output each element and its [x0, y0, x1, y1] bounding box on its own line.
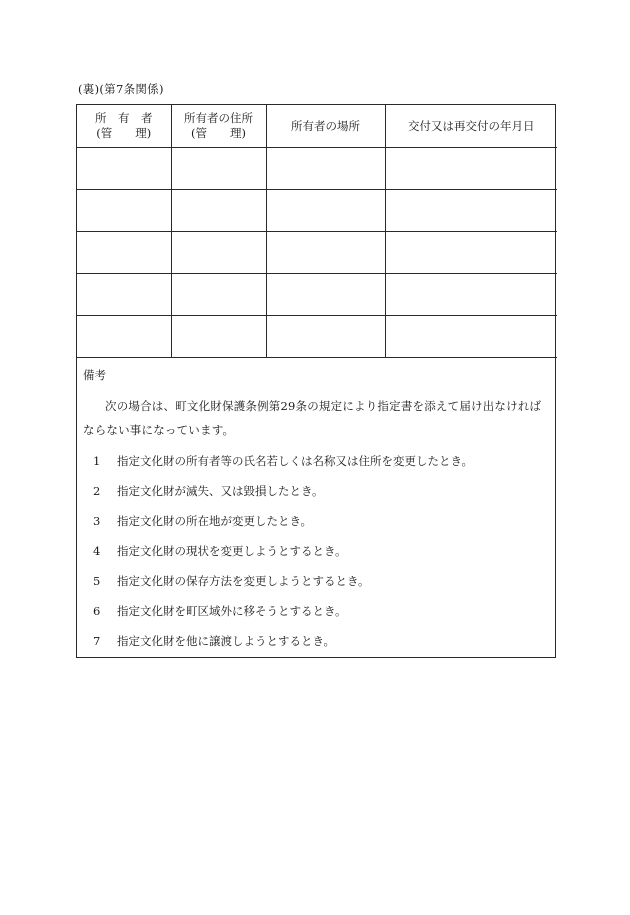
table-cell[interactable] — [77, 232, 171, 274]
table-cell[interactable] — [385, 190, 557, 232]
list-item-text: 指定文化財の所有者等の氏名若しくは名称又は住所を変更したとき。 — [117, 454, 474, 468]
table-cell[interactable] — [385, 316, 557, 358]
table-row — [77, 274, 557, 316]
column-header-line: 所有者の住所 — [184, 111, 253, 125]
list-item-number: 5 — [93, 574, 101, 588]
table-cell[interactable] — [77, 274, 171, 316]
table-cell[interactable] — [385, 148, 557, 190]
remarks-title: 備考 — [83, 368, 106, 382]
remarks-section — [77, 358, 555, 656]
table-cell[interactable] — [266, 316, 385, 358]
table-row — [77, 316, 557, 358]
list-item — [83, 446, 549, 476]
list-item-number: 3 — [93, 514, 101, 528]
table-cell[interactable] — [171, 274, 266, 316]
ownership-registry-table — [77, 105, 557, 358]
notification-conditions-list — [83, 446, 549, 656]
list-item-text: 指定文化財を他に譲渡しようとするとき。 — [117, 634, 336, 648]
column-header-owner — [77, 105, 171, 148]
table-cell[interactable] — [171, 148, 266, 190]
table-cell[interactable] — [385, 232, 557, 274]
form-header-note: (裏)(第7条関係) — [78, 82, 164, 96]
list-item-number: 4 — [93, 544, 101, 558]
table-header-row — [77, 105, 557, 148]
column-header-line: 交付又は再交付の年月日 — [408, 118, 535, 133]
list-item-number: 7 — [93, 634, 101, 648]
form-frame — [76, 104, 556, 658]
table-cell[interactable] — [385, 274, 557, 316]
column-header-line: (管 理) — [96, 126, 152, 140]
table-cell[interactable] — [77, 316, 171, 358]
column-header-line: 所有者の場所 — [291, 118, 360, 133]
table-row — [77, 148, 557, 190]
list-item-text: 指定文化財の所在地が変更したとき。 — [117, 514, 313, 528]
list-item — [83, 476, 549, 506]
column-header-owner-location — [266, 105, 385, 148]
list-item-text: 指定文化財を町区域外に移そうとするとき。 — [117, 604, 347, 618]
remarks-intro: 次の場合は、町文化財保護条例第29条の規定により指定書を添えて届け出なければならない事になっています。 — [83, 399, 542, 437]
list-item — [83, 506, 549, 536]
table-row — [77, 190, 557, 232]
table-cell[interactable] — [171, 232, 266, 274]
list-item-text: 指定文化財が滅失、又は毀損したとき。 — [117, 484, 324, 498]
list-item-number: 6 — [93, 604, 101, 618]
list-item — [83, 566, 549, 596]
table-cell[interactable] — [77, 190, 171, 232]
table-cell[interactable] — [266, 190, 385, 232]
list-item-text: 指定文化財の保存方法を変更しようとするとき。 — [117, 574, 370, 588]
list-item — [83, 536, 549, 566]
table-cell[interactable] — [266, 232, 385, 274]
list-item — [83, 596, 549, 626]
table-row — [77, 232, 557, 274]
list-item-number: 2 — [93, 484, 101, 498]
table-cell[interactable] — [77, 148, 171, 190]
table-cell[interactable] — [171, 316, 266, 358]
list-item-number: 1 — [93, 454, 101, 468]
list-item-text: 指定文化財の現状を変更しようとするとき。 — [117, 544, 347, 558]
table-cell[interactable] — [266, 274, 385, 316]
column-header-line: (管 理) — [191, 126, 246, 140]
table-cell[interactable] — [171, 190, 266, 232]
column-header-line: 所 有 者 — [95, 111, 153, 125]
list-item — [83, 626, 549, 656]
table-cell[interactable] — [266, 148, 385, 190]
column-header-issue-date — [385, 105, 557, 148]
column-header-owner-address — [171, 105, 266, 148]
